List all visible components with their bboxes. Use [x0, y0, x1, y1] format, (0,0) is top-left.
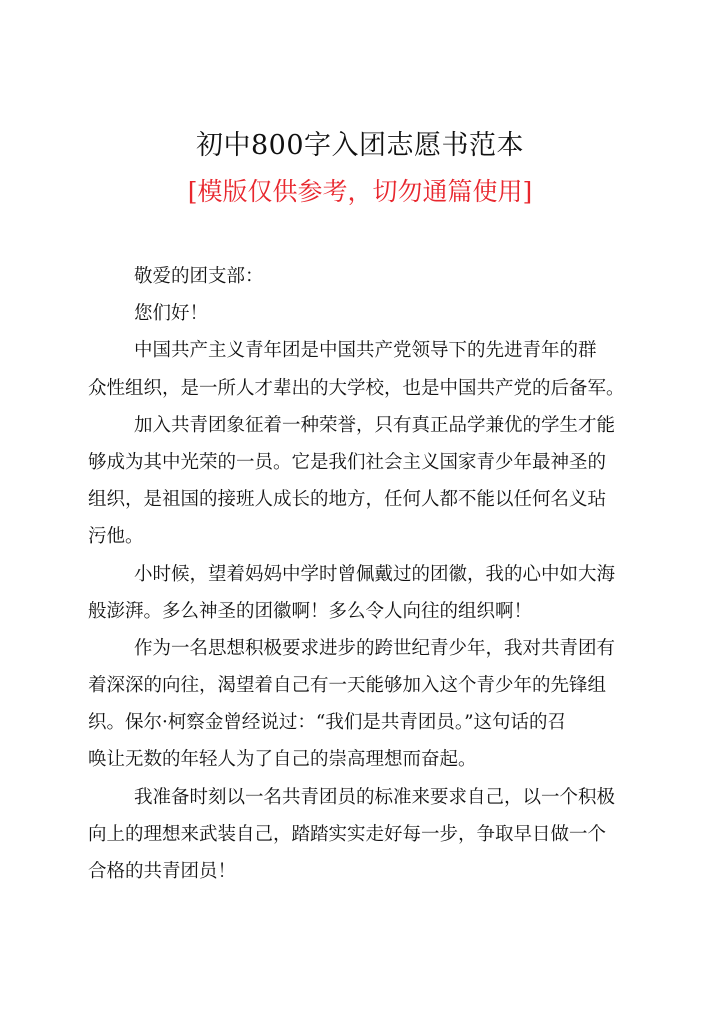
- document-subtitle: [模版仅供参考，切勿通篇使用]: [187, 177, 533, 206]
- body-line: 向上的理想来武装自己，踏踏实实走好每一步，争取早日做一个: [88, 823, 607, 845]
- body-line: 您们好！: [134, 303, 209, 325]
- body-line: 作为一名思想积极要求进步的跨世纪青少年，我对共青团有: [134, 637, 616, 659]
- body-line: 织。保尔·柯察金曾经说过：“我们是共青团员。”这句话的召: [88, 712, 567, 734]
- document-body: [88, 258, 634, 890]
- body-line: 小时候，望着妈妈中学时曾佩戴过的团徽，我的心中如大海: [134, 563, 616, 585]
- body-line: 众性组织，是一所人才辈出的大学校，也是中国共产党的后备军。: [88, 377, 625, 399]
- body-line: 污他。: [88, 526, 144, 548]
- body-line: 着深深的向往，渴望着自己有一天能够加入这个青少年的先锋组: [88, 675, 607, 697]
- document-title: 初中800字入团志愿书范本: [195, 130, 525, 161]
- body-line: 我准备时刻以一名共青团员的标准来要求自己，以一个积极: [134, 786, 616, 808]
- body-line: 中国共产主义青年团是中国共产党领导下的先进青年的群: [134, 340, 597, 362]
- body-line: 唤让无数的年轻人为了自己的崇高理想而奋起。: [88, 749, 477, 771]
- body-line: 加入共青团象征着一种荣誉，只有真正品学兼优的学生才能: [134, 414, 616, 436]
- body-line: 敬爱的团支部：: [134, 266, 264, 287]
- body-line: 合格的共青团员！: [88, 861, 237, 882]
- body-line: 够成为其中光荣的一员。它是我们社会主义国家青少年最神圣的: [88, 451, 607, 473]
- body-line: 般澎湃。多么神圣的团徽啊！多么令人向往的组织啊！: [88, 600, 533, 622]
- body-line: 组织，是祖国的接班人成长的地方，任何人都不能以任何名义玷: [88, 489, 607, 511]
